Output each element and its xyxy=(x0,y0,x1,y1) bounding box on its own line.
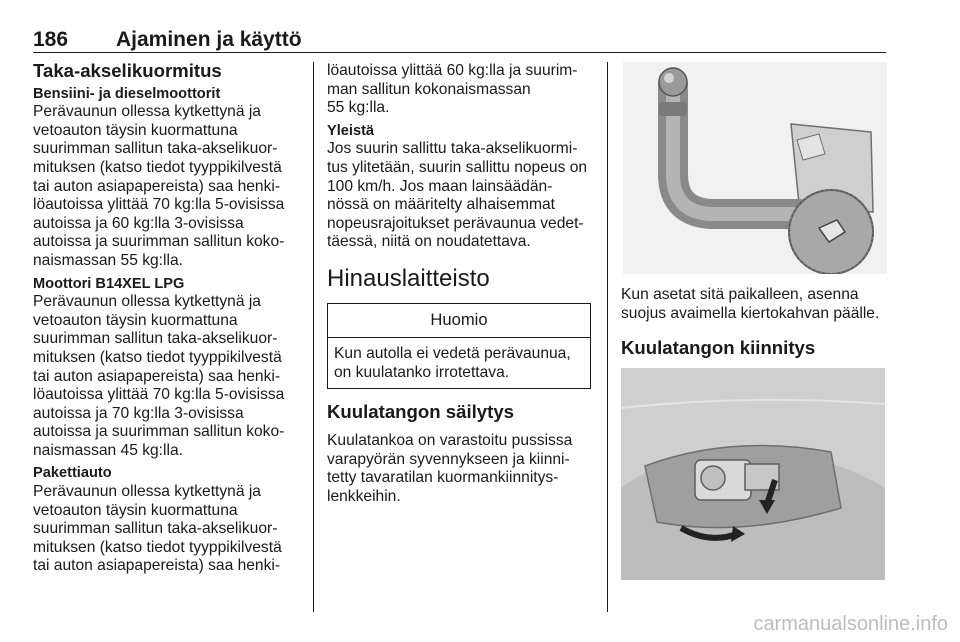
column-2 xyxy=(327,62,599,506)
text-line: löautoissa ylittää 70 kg:lla 5-ovisissa xyxy=(33,386,285,404)
subheading-lpg-engine: Moottori B14XEL LPG xyxy=(33,275,185,292)
text-line: 100 km/h. Jos maan lainsäädän- xyxy=(327,177,553,195)
text-line: täessä, niitä on noudatettava. xyxy=(327,233,531,251)
subheading-petrol-diesel: Bensiini- ja dieselmoottorit xyxy=(33,85,221,102)
text-line: naismassan 55 kg:lla. xyxy=(33,251,183,269)
text-line: tai auton asiapapereista) saa henki- xyxy=(33,367,281,385)
text-line: mituksen (katso tiedot tyyppikilvestä xyxy=(33,348,282,366)
main-heading-towing: Hinauslaitteisto xyxy=(327,264,490,292)
text-line: varapyörän syvennykseen ja kiinni- xyxy=(327,450,570,468)
page-header xyxy=(33,26,886,53)
text-line: autoissa ja suurimman sallitun koko- xyxy=(33,233,285,251)
text-line: Perävaunun ollessa kytkettynä ja xyxy=(33,103,261,121)
section-heading-storage: Kuulatangon säilytys xyxy=(327,401,515,423)
text-line: vetoauton täysin kuormattuna xyxy=(33,311,238,329)
note-title: Huomio xyxy=(328,304,590,339)
text-line: Perävaunun ollessa kytkettynä ja xyxy=(33,483,261,501)
text-line: man sallitun kokonaismassan xyxy=(327,80,531,98)
text-line: autoissa ja 70 kg:lla 3-ovisissa xyxy=(33,404,244,422)
text-line: on kuulatanko irrotettava. xyxy=(334,363,510,381)
text-line: tai auton asiapapereista) saa henki- xyxy=(33,557,281,575)
column-divider xyxy=(313,62,314,612)
text-line: suojus avaimella kiertokahvan päälle. xyxy=(621,304,880,322)
text-line: löautoissa ylittää 70 kg:lla 5-ovisissa xyxy=(33,196,285,214)
text-line: nopeusrajoitukset perävaunua vedet- xyxy=(327,214,584,232)
text-line: suurimman sallitun taka-akselikuor- xyxy=(33,520,278,538)
text-line: Kun asetat sitä paikalleen, asenna xyxy=(621,286,859,303)
section-heading-axle-load: Taka-akselikuormitus xyxy=(33,60,222,81)
text-line: nössä on määritelty alhaisemmat xyxy=(327,196,555,214)
page-number: 186 xyxy=(33,28,69,51)
text-line: Kun autolla ei vedetä perävaunua, xyxy=(334,345,571,363)
section-heading-mounting: Kuulatangon kiinnitys xyxy=(621,337,816,359)
text-line: Perävaunun ollessa kytkettynä ja xyxy=(33,293,261,311)
text-line: vetoauton täysin kuormattuna xyxy=(33,121,238,139)
text-line: suurimman sallitun taka-akselikuor- xyxy=(33,330,278,348)
paragraph-van xyxy=(33,483,301,576)
text-line: autoissa ja suurimman sallitun koko- xyxy=(33,423,285,441)
paragraph-van-continued xyxy=(327,62,599,118)
paragraph-lpg-engine xyxy=(33,293,301,460)
text-line: Jos suurin sallittu taka-akselikuormi- xyxy=(327,140,578,158)
text-line: Kuulatankoa on varastoitu pussissa xyxy=(327,431,573,449)
paragraph-petrol-diesel xyxy=(33,103,301,270)
subheading-general: Yleistä xyxy=(327,122,375,139)
column-3 xyxy=(621,62,891,580)
note-box xyxy=(327,303,591,390)
column-1 xyxy=(33,62,301,576)
paragraph-general xyxy=(327,140,599,252)
towbar-illustration xyxy=(623,62,887,274)
text-line: tetty tavaratilan kuormankiinnitys- xyxy=(327,469,559,487)
mounting-illustration xyxy=(621,368,885,580)
page-heading: Ajaminen ja käyttö xyxy=(116,28,302,51)
column-divider xyxy=(607,62,608,612)
text-line: mituksen (katso tiedot tyyppikilvestä xyxy=(33,158,282,176)
text-line: suurimman sallitun taka-akselikuor- xyxy=(33,140,278,158)
paragraph-storage xyxy=(327,432,599,506)
text-line: autoissa ja 60 kg:lla 3-ovisissa xyxy=(33,214,244,232)
text-line: tus ylitetään, suurin sallittu nopeus on xyxy=(327,158,588,176)
text-line: lenkkeihin. xyxy=(327,487,401,505)
watermark: carmanualsonline.info xyxy=(753,613,948,635)
text-line: naismassan 45 kg:lla. xyxy=(33,441,183,459)
figure-caption xyxy=(621,286,891,323)
note-body xyxy=(328,338,590,388)
text-line: mituksen (katso tiedot tyyppikilvestä xyxy=(33,538,282,556)
subheading-van: Pakettiauto xyxy=(33,465,112,482)
text-line: 55 kg:lla. xyxy=(327,99,390,117)
text-line: löautoissa ylittää 60 kg:lla ja suurim- xyxy=(327,62,578,79)
text-line: tai auton asiapapereista) saa henki- xyxy=(33,177,281,195)
text-line: vetoauton täysin kuormattuna xyxy=(33,501,238,519)
